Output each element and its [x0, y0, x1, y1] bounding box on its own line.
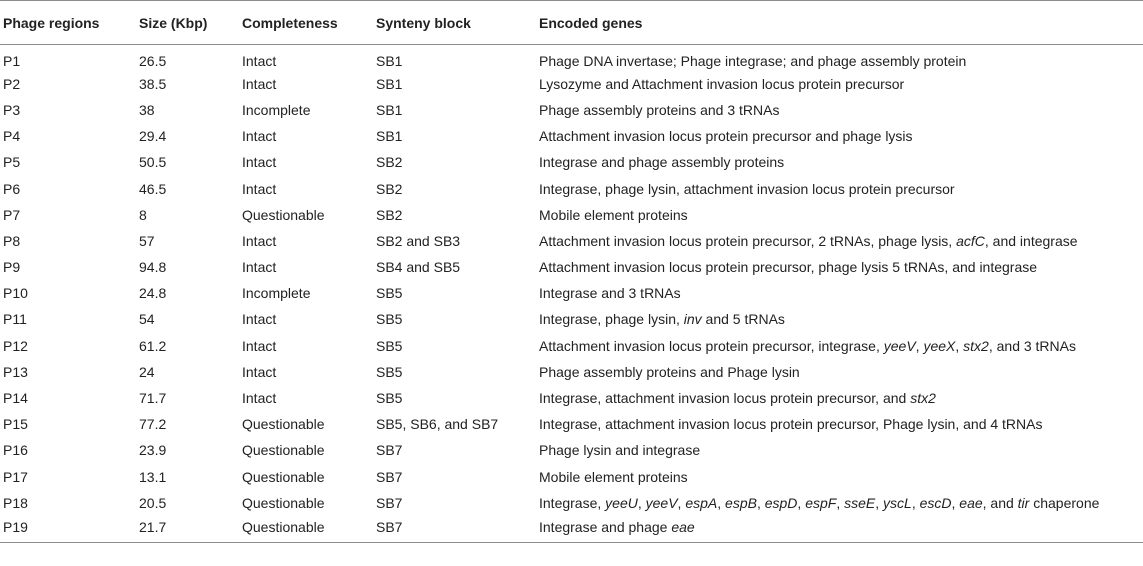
gene-text: Integrase, attachment invasion locus protein precursor, Phage lysin, and 4 tRNAs	[539, 416, 1043, 433]
gene-text: ,	[915, 337, 924, 354]
cell-region: P7	[3, 206, 21, 223]
gene-text: Attachment invasion locus protein precursor, phage lysis 5 tRNAs, and integrase	[539, 259, 1038, 276]
table-row	[0, 333, 1143, 359]
cell-size: 8	[139, 206, 147, 223]
cell-size: 61.2	[139, 337, 167, 354]
header-completeness: Completeness	[239, 1, 373, 45]
gene-text: and 5 tRNAs	[701, 311, 785, 328]
gene-name: tir	[1017, 494, 1030, 511]
cell-completeness: Intact	[242, 363, 277, 380]
table-body	[0, 45, 1143, 543]
cell-synteny-block: SB7	[376, 442, 403, 459]
table-row	[0, 202, 1143, 228]
gene-name: escD	[919, 494, 952, 511]
gene-text: , and 3 tRNAs	[988, 337, 1076, 354]
cell-completeness: Questionable	[239, 516, 373, 542]
cell-size: 20.5	[139, 494, 167, 511]
cell-encoded-genes	[536, 437, 1143, 463]
gene-text: chaperone	[1029, 494, 1100, 511]
cell-synteny-block: SB1	[376, 52, 403, 69]
cell-synteny-block: SB5	[376, 311, 403, 328]
table-row	[0, 45, 1143, 71]
cell-region: P9	[3, 259, 21, 276]
table-header	[0, 1, 1143, 45]
cell-size: 38	[139, 101, 155, 118]
cell-completeness: Questionable	[242, 442, 325, 459]
gene-text: ,	[955, 337, 964, 354]
table-row	[0, 411, 1143, 437]
header-size: Size (Kbp)	[136, 1, 239, 45]
table-row	[0, 228, 1143, 254]
cell-completeness: Intact	[242, 337, 277, 354]
gene-text: Integrase and phage assembly proteins	[539, 154, 785, 171]
table-row	[0, 280, 1143, 306]
gene-name: stx2	[910, 390, 936, 407]
cell-region: P1	[3, 52, 21, 69]
cell-region: P5	[3, 154, 21, 171]
gene-text: ,	[756, 494, 765, 511]
gene-text: Attachment invasion locus protein precursor, 2 tRNAs, phage lysis,	[539, 232, 957, 249]
header-encoded-genes: Encoded genes	[536, 1, 1143, 45]
table-row	[0, 437, 1143, 463]
table-row	[0, 71, 1143, 97]
cell-size: 54	[139, 311, 155, 328]
gene-text: Mobile element proteins	[539, 206, 688, 223]
cell-size: 71.7	[139, 390, 167, 407]
cell-region: P19	[0, 516, 136, 542]
gene-text: Phage assembly proteins and Phage lysin	[539, 363, 800, 380]
gene-name: eae	[959, 494, 983, 511]
table-row	[0, 149, 1143, 175]
cell-completeness: Intact	[242, 52, 277, 69]
cell-encoded-genes	[536, 202, 1143, 228]
cell-synteny-block: SB2	[376, 154, 403, 171]
cell-size: 29.4	[139, 128, 167, 145]
cell-completeness: Intact	[242, 180, 277, 197]
gene-text: Attachment invasion locus protein precursor and phage lysis	[539, 128, 913, 145]
cell-synteny-block: SB5	[376, 363, 403, 380]
gene-text: ,	[911, 494, 920, 511]
gene-text: Phage assembly proteins and 3 tRNAs	[539, 101, 780, 118]
cell-region: P12	[3, 337, 28, 354]
cell-synteny-block: SB1	[376, 128, 403, 145]
cell-region: P15	[3, 416, 28, 433]
gene-text: , and integrase	[984, 232, 1078, 249]
gene-name: stx2	[963, 337, 989, 354]
cell-encoded-genes	[536, 97, 1143, 123]
cell-completeness: Incomplete	[242, 101, 311, 118]
gene-name: espA	[685, 494, 718, 511]
gene-text: ,	[836, 494, 845, 511]
gene-text: Attachment invasion locus protein precursor, integrase,	[539, 337, 884, 354]
cell-encoded-genes	[536, 71, 1143, 97]
cell-synteny-block: SB5	[376, 337, 403, 354]
cell-synteny-block: SB1	[376, 75, 403, 92]
table-row	[0, 254, 1143, 280]
cell-region: P18	[3, 494, 28, 511]
cell-encoded-genes	[536, 411, 1143, 437]
gene-text: Mobile element proteins	[539, 468, 688, 485]
cell-encoded-genes	[536, 490, 1143, 516]
table-row	[0, 385, 1143, 411]
gene-text: ,	[797, 494, 806, 511]
cell-synteny-block: SB2	[376, 180, 403, 197]
cell-synteny-block: SB7	[376, 468, 403, 485]
cell-region: P4	[3, 128, 21, 145]
table-row	[0, 490, 1143, 516]
cell-completeness: Questionable	[242, 206, 325, 223]
cell-region: P14	[3, 390, 28, 407]
cell-synteny-block: SB2 and SB3	[376, 232, 461, 249]
gene-text: ,	[637, 494, 646, 511]
gene-text: Lysozyme and Attachment invasion locus protein precursor	[539, 75, 905, 92]
table-row	[0, 306, 1143, 332]
cell-size: 94.8	[139, 259, 167, 276]
cell-size: 38.5	[139, 75, 167, 92]
gene-text: ,	[677, 494, 686, 511]
cell-size: 24	[139, 363, 155, 380]
cell-synteny-block: SB2	[376, 206, 403, 223]
gene-name: eae	[671, 518, 695, 535]
cell-region: P6	[3, 180, 21, 197]
cell-encoded-genes	[536, 123, 1143, 149]
table-row	[0, 175, 1143, 201]
cell-synteny-block: SB7	[373, 516, 536, 542]
cell-size: 50.5	[139, 154, 167, 171]
gene-text: ,	[717, 494, 726, 511]
cell-completeness: Intact	[242, 259, 277, 276]
cell-size: 24.8	[139, 285, 167, 302]
gene-name: espD	[764, 494, 798, 511]
cell-encoded-genes	[536, 385, 1143, 411]
cell-region: P16	[3, 442, 28, 459]
gene-text: Phage lysin and integrase	[539, 442, 701, 459]
cell-synteny-block: SB5	[376, 285, 403, 302]
cell-encoded-genes	[536, 516, 1143, 542]
header-phage-regions: Phage regions	[0, 1, 136, 45]
cell-encoded-genes	[536, 333, 1143, 359]
gene-name: yeeV	[645, 494, 678, 511]
cell-encoded-genes	[536, 45, 1143, 71]
gene-name: yeeX	[923, 337, 956, 354]
gene-text: ,	[875, 494, 884, 511]
gene-text: Integrase, phage lysin,	[539, 311, 684, 328]
cell-completeness: Intact	[242, 128, 277, 145]
gene-name: yeeV	[883, 337, 916, 354]
cell-region: P3	[3, 101, 21, 118]
cell-size: 77.2	[139, 416, 167, 433]
gene-text: Integrase,	[539, 494, 606, 511]
cell-size: 21.7	[136, 516, 239, 542]
cell-size: 57	[139, 232, 155, 249]
gene-text: Integrase, phage lysin, attachment invasion locus protein precursor	[539, 180, 955, 197]
cell-completeness: Questionable	[242, 416, 325, 433]
gene-name: yscL	[883, 494, 912, 511]
cell-synteny-block: SB4 and SB5	[376, 259, 461, 276]
cell-completeness: Intact	[242, 75, 277, 92]
gene-name: espF	[805, 494, 837, 511]
cell-region: P17	[3, 468, 28, 485]
cell-completeness: Incomplete	[242, 285, 311, 302]
gene-name: yeeU	[605, 494, 638, 511]
cell-completeness: Intact	[242, 311, 277, 328]
cell-encoded-genes	[536, 149, 1143, 175]
cell-region: P10	[3, 285, 28, 302]
table-row	[0, 123, 1143, 149]
table-row	[0, 97, 1143, 123]
cell-encoded-genes	[536, 254, 1143, 280]
gene-name: inv	[683, 311, 702, 328]
cell-synteny-block: SB5, SB6, and SB7	[376, 416, 499, 433]
gene-text: Integrase, attachment invasion locus protein precursor, and	[539, 390, 911, 407]
gene-text: Phage DNA invertase; Phage integrase; and phage assembly protein	[539, 52, 967, 69]
cell-encoded-genes	[536, 228, 1143, 254]
cell-size: 23.9	[139, 442, 167, 459]
gene-text: ,	[951, 494, 960, 511]
cell-region: P2	[3, 75, 21, 92]
gene-name: espB	[725, 494, 757, 511]
cell-encoded-genes	[536, 359, 1143, 385]
cell-completeness: Questionable	[242, 494, 325, 511]
gene-text: Integrase and phage	[539, 518, 672, 535]
gene-name: sseE	[844, 494, 876, 511]
table-row	[0, 516, 1143, 542]
cell-completeness: Intact	[242, 390, 277, 407]
cell-completeness: Questionable	[242, 468, 325, 485]
cell-region: P8	[3, 232, 21, 249]
header-synteny-block: Synteny block	[373, 1, 536, 45]
table-row	[0, 359, 1143, 385]
gene-text: Integrase and 3 tRNAs	[539, 285, 681, 302]
gene-name: acfC	[956, 232, 985, 249]
cell-synteny-block: SB7	[376, 494, 403, 511]
cell-encoded-genes	[536, 175, 1143, 201]
header-row	[0, 1, 1143, 45]
cell-size: 46.5	[139, 180, 167, 197]
cell-synteny-block: SB5	[376, 390, 403, 407]
cell-encoded-genes	[536, 464, 1143, 490]
cell-completeness: Intact	[242, 154, 277, 171]
cell-region: P11	[3, 311, 27, 328]
cell-synteny-block: SB1	[376, 101, 403, 118]
cell-encoded-genes	[536, 280, 1143, 306]
cell-encoded-genes	[536, 306, 1143, 332]
cell-region: P13	[3, 363, 28, 380]
cell-completeness: Intact	[242, 232, 277, 249]
table-row	[0, 464, 1143, 490]
cell-size: 26.5	[139, 52, 167, 69]
gene-text: , and	[982, 494, 1018, 511]
cell-size: 13.1	[139, 468, 167, 485]
